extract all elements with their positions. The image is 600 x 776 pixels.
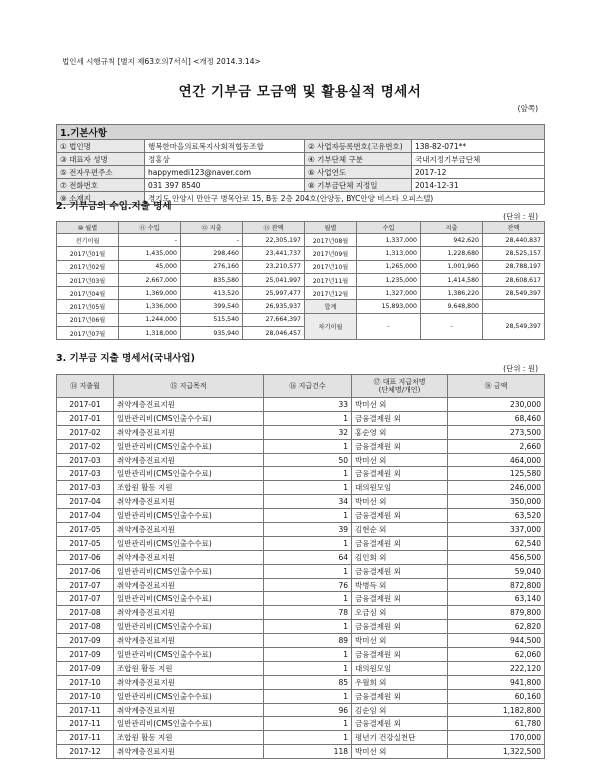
- income-cell: 1,265,000: [357, 260, 421, 273]
- payee-cell: 금융결제원 외: [352, 467, 448, 481]
- column-header: 지출: [421, 222, 483, 234]
- purpose-cell: 일반관리비(CMS인출수수료): [114, 411, 264, 425]
- income-cell: 1,235,000: [357, 273, 421, 286]
- expense-table: [56, 374, 545, 759]
- purpose-cell: 조합원 활동 지원: [114, 731, 264, 745]
- purpose-cell: 취약계층진료지원: [114, 606, 264, 620]
- month-cell: 2017-10: [57, 689, 114, 703]
- income-cell: 2,667,000: [119, 273, 181, 286]
- expense-row: [57, 592, 545, 606]
- amount-cell: 941,800: [448, 675, 545, 689]
- month-cell: 2017-11: [57, 703, 114, 717]
- expense-row: [57, 578, 545, 592]
- month-cell: 2017년08월: [305, 234, 357, 247]
- carry-balance: 28,549,397: [483, 313, 545, 340]
- payee-cell: 박병득 외: [352, 578, 448, 592]
- amount-cell: 944,500: [448, 634, 545, 648]
- income-cell: 1,313,000: [357, 247, 421, 260]
- expense-cell: 935,940: [181, 327, 243, 340]
- section-title-basic: 1.기본사항: [57, 125, 545, 140]
- income-cell: 1,369,000: [119, 287, 181, 300]
- month-cell: 2017-11: [57, 731, 114, 745]
- month-cell: 2017년12월: [305, 287, 357, 300]
- month-cell: 2017년02월: [57, 260, 119, 273]
- expense-row: [57, 703, 545, 717]
- count-cell: 1: [264, 439, 352, 453]
- expense-row: [57, 675, 545, 689]
- balance-cell: 28,549,397: [483, 287, 545, 300]
- expense-cell: 1,001,960: [421, 260, 483, 273]
- month-cell: 2017-11: [57, 717, 114, 731]
- total-label: 합계: [305, 300, 357, 313]
- purpose-cell: 일반관리비(CMS인출수수료): [114, 620, 264, 634]
- amount-cell: 62,820: [448, 620, 545, 634]
- payee-cell: 금융결제원 외: [352, 689, 448, 703]
- column-header: ⑯ 지급건수: [264, 375, 352, 398]
- month-cell: 2017-04: [57, 509, 114, 523]
- column-header: ⑩ 월별: [57, 222, 119, 234]
- expense-row: [57, 481, 545, 495]
- income-cell: 1,318,000: [119, 327, 181, 340]
- count-cell: 1: [264, 731, 352, 745]
- basic-row: [57, 153, 545, 166]
- month-cell: 2017-09: [57, 661, 114, 675]
- balance-cell: 26,935,937: [243, 300, 305, 313]
- field-value: 138-82-071**: [412, 140, 545, 153]
- income-row: [57, 260, 545, 273]
- expense-cell: 298,460: [181, 247, 243, 260]
- column-header: ⑪ 수입: [119, 222, 181, 234]
- purpose-cell: 취약계층진료지원: [114, 425, 264, 439]
- basic-info-table: [56, 124, 545, 205]
- income-row: [57, 300, 545, 313]
- purpose-cell: 일반관리비(CMS인출수수료): [114, 717, 264, 731]
- month-cell: 2017년07월: [57, 327, 119, 340]
- expense-row: [57, 425, 545, 439]
- field-label: ② 사업자등록번호(고유번호): [305, 140, 412, 153]
- count-cell: 1: [264, 648, 352, 662]
- income-row: [57, 313, 545, 326]
- income-cell: 1,244,000: [119, 313, 181, 326]
- month-cell: 2017-05: [57, 536, 114, 550]
- amount-cell: 61,780: [448, 717, 545, 731]
- purpose-cell: 취약계층진료지원: [114, 578, 264, 592]
- expense-row: [57, 536, 545, 550]
- purpose-cell: 일반관리비(CMS인출수수료): [114, 689, 264, 703]
- payee-cell: 금융결제원 외: [352, 509, 448, 523]
- expense-row: [57, 648, 545, 662]
- field-value: 2017-12: [412, 166, 545, 179]
- purpose-cell: 취약계층진료지원: [114, 398, 264, 412]
- income-cell: -: [119, 234, 181, 247]
- purpose-cell: 조합원 활동 지원: [114, 661, 264, 675]
- basic-row: [57, 140, 545, 153]
- purpose-cell: 일반관리비(CMS인출수수료): [114, 564, 264, 578]
- amount-cell: 62,060: [448, 648, 545, 662]
- payee-cell: 우월희 외: [352, 675, 448, 689]
- amount-cell: 68,460: [448, 411, 545, 425]
- expense-cell: 515,540: [181, 313, 243, 326]
- count-cell: 39: [264, 523, 352, 537]
- payee-cell: 홍순영 외: [352, 425, 448, 439]
- field-label: ① 법인명: [57, 140, 145, 153]
- purpose-cell: 취약계층진료지원: [114, 745, 264, 759]
- income-row: [57, 287, 545, 300]
- count-cell: 1: [264, 717, 352, 731]
- expense-row: [57, 509, 545, 523]
- address-value: 경기도 안양시 만안구 병목안로 15, B동 2층 204호(안양동, BYC안양 비스타 오피스텔): [145, 192, 545, 205]
- count-cell: 78: [264, 606, 352, 620]
- count-cell: 1: [264, 592, 352, 606]
- month-cell: 2017-02: [57, 425, 114, 439]
- purpose-cell: 취약계층진료지원: [114, 703, 264, 717]
- expense-cell: 1,228,680: [421, 247, 483, 260]
- payee-cell: 김인회 외: [352, 550, 448, 564]
- balance-cell: 25,041,997: [243, 273, 305, 286]
- purpose-cell: 취약계층진료지원: [114, 550, 264, 564]
- amount-cell: 1,322,500: [448, 745, 545, 759]
- month-cell: 2017-03: [57, 467, 114, 481]
- balance-cell: 27,664,397: [243, 313, 305, 326]
- amount-cell: 59,040: [448, 564, 545, 578]
- count-cell: 34: [264, 495, 352, 509]
- amount-cell: 62,540: [448, 536, 545, 550]
- month-cell: 2017-09: [57, 648, 114, 662]
- expense-row: [57, 523, 545, 537]
- expense-row: [57, 411, 545, 425]
- balance-cell: 28,440,837: [483, 234, 545, 247]
- balance-cell: 22,305,197: [243, 234, 305, 247]
- balance-cell: 28,525,157: [483, 247, 545, 260]
- expense-row: [57, 453, 545, 467]
- expense-header-row: [57, 375, 545, 398]
- month-cell: 2017-07: [57, 592, 114, 606]
- payee-cell: 오금심 외: [352, 606, 448, 620]
- purpose-cell: 취약계층진료지원: [114, 634, 264, 648]
- income-cell: 1,336,000: [119, 300, 181, 313]
- count-cell: 89: [264, 634, 352, 648]
- payee-cell: 금융결제원 외: [352, 536, 448, 550]
- purpose-cell: 일반관리비(CMS인출수수료): [114, 592, 264, 606]
- basic-row: [57, 166, 545, 179]
- income-cell: 45,000: [119, 260, 181, 273]
- amount-cell: 879,800: [448, 606, 545, 620]
- field-value: 정홍상: [145, 153, 305, 166]
- balance-cell: 23,210,577: [243, 260, 305, 273]
- expense-cell: -: [181, 234, 243, 247]
- count-cell: 1: [264, 689, 352, 703]
- purpose-cell: 취약계층진료지원: [114, 453, 264, 467]
- amount-cell: 63,140: [448, 592, 545, 606]
- purpose-cell: 취약계층진료지원: [114, 675, 264, 689]
- amount-cell: 125,580: [448, 467, 545, 481]
- purpose-cell: 일반관리비(CMS인출수수료): [114, 509, 264, 523]
- expense-row: [57, 620, 545, 634]
- count-cell: 32: [264, 425, 352, 439]
- expense-row: [57, 606, 545, 620]
- column-header: ⑰ 대표 지급처명 (단체명/개인): [352, 375, 448, 398]
- expense-cell: 835,580: [181, 273, 243, 286]
- payee-cell: 금융결제원 외: [352, 648, 448, 662]
- count-cell: 1: [264, 620, 352, 634]
- field-label: ⑨ 소재지: [57, 192, 145, 205]
- month-cell: 2017년03월: [57, 273, 119, 286]
- expense-row: [57, 550, 545, 564]
- count-cell: 1: [264, 661, 352, 675]
- income-row: [57, 273, 545, 286]
- count-cell: 50: [264, 453, 352, 467]
- month-cell: 전기이월: [57, 234, 119, 247]
- field-label: ⑧ 기부금단체 지정일: [305, 179, 412, 192]
- field-label: ⑦ 전화번호: [57, 179, 145, 192]
- amount-cell: 230,000: [448, 398, 545, 412]
- month-cell: 2017-05: [57, 523, 114, 537]
- month-cell: 2017-08: [57, 606, 114, 620]
- total-income: 15,893,000: [357, 300, 421, 313]
- column-header: 수입: [357, 222, 421, 234]
- expense-cell: 413,520: [181, 287, 243, 300]
- income-header-row: [57, 222, 545, 234]
- amount-cell: 60,160: [448, 689, 545, 703]
- expense-cell: 1,386,220: [421, 287, 483, 300]
- section-title-expense: 3. 기부금 지출 명세서(국내사업): [56, 353, 195, 364]
- column-header: 잔액: [483, 222, 545, 234]
- expense-row: [57, 661, 545, 675]
- expense-row: [57, 731, 545, 745]
- expense-unit: (단위 : 원): [503, 364, 538, 373]
- balance-cell: 28,788,197: [483, 260, 545, 273]
- count-cell: 1: [264, 467, 352, 481]
- count-cell: 96: [264, 703, 352, 717]
- payee-cell: 박미선 외: [352, 398, 448, 412]
- payee-cell: 금융결제원 외: [352, 564, 448, 578]
- count-cell: 118: [264, 745, 352, 759]
- column-header: ⑬ 잔액: [243, 222, 305, 234]
- column-header: ⑮ 지급목적: [114, 375, 264, 398]
- count-cell: 1: [264, 564, 352, 578]
- expense-row: [57, 689, 545, 703]
- count-cell: 33: [264, 398, 352, 412]
- carry-income: -: [357, 313, 421, 340]
- expense-row: [57, 717, 545, 731]
- expense-row: [57, 495, 545, 509]
- balance-cell: 28,046,457: [243, 327, 305, 340]
- page-title: 연간 기부금 모금액 및 활용실적 명세서: [178, 84, 422, 100]
- payee-cell: 평년기 건강실천단: [352, 731, 448, 745]
- payee-cell: 대의원모임: [352, 481, 448, 495]
- field-value: 행복한마을의료복지사회적협동조합: [145, 140, 305, 153]
- amount-cell: 63,520: [448, 509, 545, 523]
- month-cell: 2017-12: [57, 745, 114, 759]
- amount-cell: 872,800: [448, 578, 545, 592]
- amount-cell: 456,500: [448, 550, 545, 564]
- count-cell: 76: [264, 578, 352, 592]
- section-title-income: 2. 기부금의 수입.지출 명세: [56, 201, 172, 212]
- carry-expense: -: [421, 313, 483, 340]
- payee-cell: 금융결제원 외: [352, 620, 448, 634]
- month-cell: 2017-09: [57, 634, 114, 648]
- payee-cell: 김현순 외: [352, 523, 448, 537]
- count-cell: 1: [264, 411, 352, 425]
- count-cell: 1: [264, 536, 352, 550]
- purpose-cell: 일반관리비(CMS인출수수료): [114, 536, 264, 550]
- income-cell: 1,337,000: [357, 234, 421, 247]
- month-cell: 2017-08: [57, 620, 114, 634]
- field-value: 국내지정기부금단체: [412, 153, 545, 166]
- purpose-cell: 조합원 활동 지원: [114, 481, 264, 495]
- balance-cell: 23,441,737: [243, 247, 305, 260]
- month-cell: 2017-03: [57, 481, 114, 495]
- month-cell: 2017-04: [57, 495, 114, 509]
- month-cell: 2017-02: [57, 439, 114, 453]
- month-cell: 2017년06월: [57, 313, 119, 326]
- payee-cell: 금융결제원 외: [352, 592, 448, 606]
- balance-cell: 28,608,617: [483, 273, 545, 286]
- column-header: ⑭ 지출월: [57, 375, 114, 398]
- income-table: [56, 221, 545, 340]
- expense-cell: 942,620: [421, 234, 483, 247]
- income-unit: (단위 : 원): [503, 212, 538, 221]
- amount-cell: 170,000: [448, 731, 545, 745]
- expense-cell: 399,540: [181, 300, 243, 313]
- payee-cell: 금융결제원 외: [352, 411, 448, 425]
- expense-row: [57, 745, 545, 759]
- payee-cell: 금융결제원 외: [352, 439, 448, 453]
- month-cell: 2017년10월: [305, 260, 357, 273]
- purpose-cell: 일반관리비(CMS인출수수료): [114, 439, 264, 453]
- expense-row: [57, 439, 545, 453]
- total-expense: 9,648,800: [421, 300, 483, 313]
- carry-label: 차기이월: [305, 313, 357, 340]
- expense-row: [57, 467, 545, 481]
- expense-row: [57, 398, 545, 412]
- amount-cell: 273,500: [448, 425, 545, 439]
- income-cell: 1,435,000: [119, 247, 181, 260]
- field-label: ⑥ 사업연도: [305, 166, 412, 179]
- month-cell: 2017-03: [57, 453, 114, 467]
- field-label: ④ 기부단체 구분: [305, 153, 412, 166]
- purpose-cell: 일반관리비(CMS인출수수료): [114, 467, 264, 481]
- month-cell: 2017-06: [57, 564, 114, 578]
- column-header: ⑱ 금액: [448, 375, 545, 398]
- column-header: 월별: [305, 222, 357, 234]
- payee-cell: 박미선 외: [352, 495, 448, 509]
- amount-cell: 246,000: [448, 481, 545, 495]
- purpose-cell: 일반관리비(CMS인출수수료): [114, 648, 264, 662]
- month-cell: 2017-01: [57, 398, 114, 412]
- income-cell: 1,327,000: [357, 287, 421, 300]
- amount-cell: 350,000: [448, 495, 545, 509]
- expense-row: [57, 634, 545, 648]
- income-row: [57, 247, 545, 260]
- field-label: ⑤ 전자우편주소: [57, 166, 145, 179]
- count-cell: 85: [264, 675, 352, 689]
- month-cell: 2017년01월: [57, 247, 119, 260]
- basic-row: [57, 179, 545, 192]
- payee-cell: 김순임 외: [352, 703, 448, 717]
- payee-cell: 대의원모임: [352, 661, 448, 675]
- law-reference: 법인세 시행규칙 [별지 제63호의7서식] <개정 2014.3.14>: [62, 57, 261, 66]
- column-header: ⑫ 지출: [181, 222, 243, 234]
- count-cell: 1: [264, 481, 352, 495]
- expense-cell: 1,414,580: [421, 273, 483, 286]
- amount-cell: 464,000: [448, 453, 545, 467]
- amount-cell: 337,000: [448, 523, 545, 537]
- count-cell: 1: [264, 509, 352, 523]
- month-cell: 2017년09월: [305, 247, 357, 260]
- month-cell: 2017년05월: [57, 300, 119, 313]
- count-cell: 64: [264, 550, 352, 564]
- month-cell: 2017년11월: [305, 273, 357, 286]
- expense-cell: 276,160: [181, 260, 243, 273]
- expense-row: [57, 564, 545, 578]
- balance-cell: 25,997,477: [243, 287, 305, 300]
- payee-cell: 박미선 외: [352, 745, 448, 759]
- month-cell: 2017-07: [57, 578, 114, 592]
- amount-cell: 222,120: [448, 661, 545, 675]
- amount-cell: 2,660: [448, 439, 545, 453]
- total-balance: [483, 300, 545, 313]
- purpose-cell: 취약계층진료지원: [114, 523, 264, 537]
- payee-cell: 박미선 외: [352, 634, 448, 648]
- page-side-label: (앞쪽): [517, 104, 538, 113]
- field-value: happymedi123@naver.com: [145, 166, 305, 179]
- income-row: [57, 234, 545, 247]
- month-cell: 2017-10: [57, 675, 114, 689]
- purpose-cell: 취약계층진료지원: [114, 495, 264, 509]
- amount-cell: 1,182,800: [448, 703, 545, 717]
- field-label: ③ 대표자 성명: [57, 153, 145, 166]
- field-value: 031 397 8540: [145, 179, 305, 192]
- payee-cell: 박미선 외: [352, 453, 448, 467]
- field-value: 2014-12-31: [412, 179, 545, 192]
- payee-cell: 금융결제원 외: [352, 717, 448, 731]
- month-cell: 2017-06: [57, 550, 114, 564]
- month-cell: 2017년04월: [57, 287, 119, 300]
- month-cell: 2017-01: [57, 411, 114, 425]
